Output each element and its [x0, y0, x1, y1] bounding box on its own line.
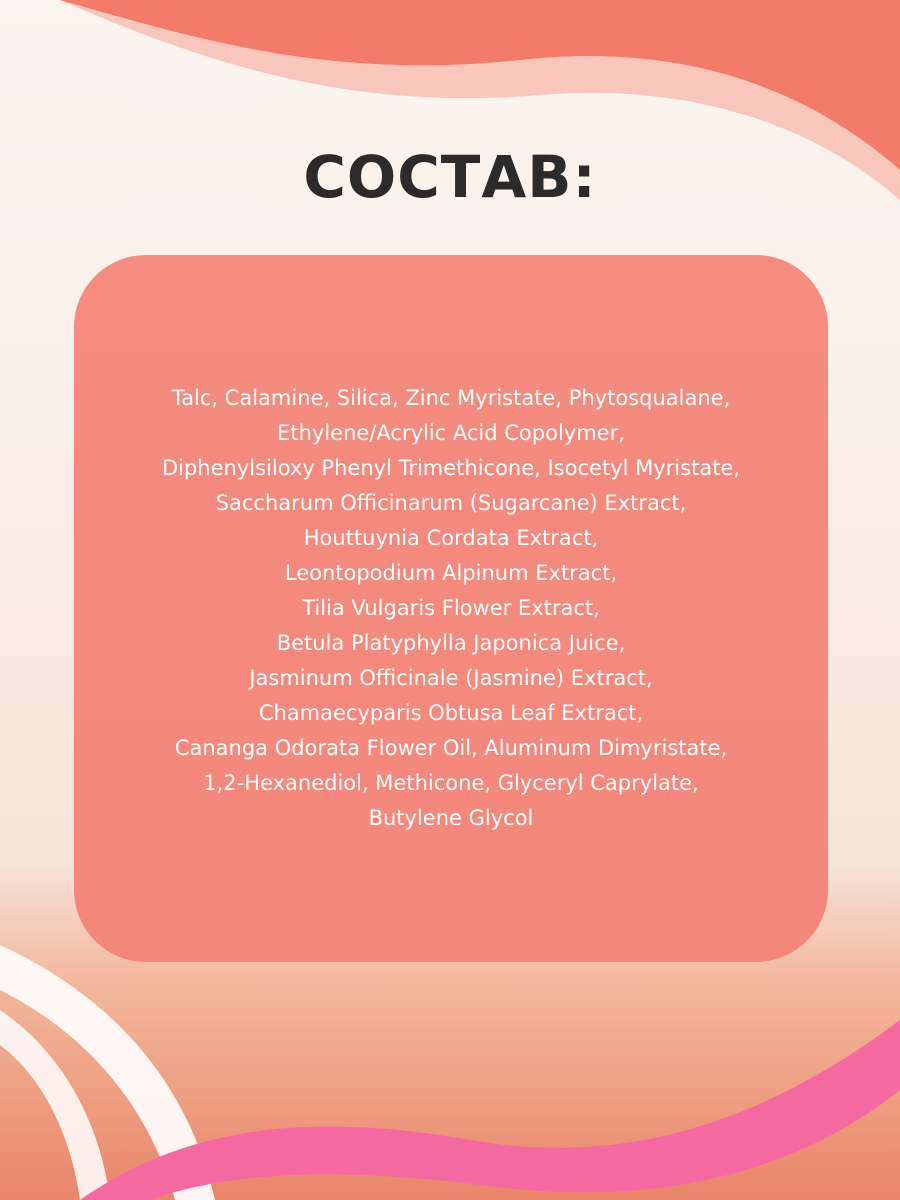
ingredient-line: Jasminum Officinale (Jasmine) Extract,	[249, 666, 653, 690]
ingredients-list	[81, 381, 821, 836]
ingredient-line: Cananga Odorata Flower Oil, Aluminum Dimyristate,	[174, 736, 728, 760]
ingredient-line: 1,2-Hexanediol, Methicone, Glyceryl Caprylate,	[203, 771, 699, 795]
ingredient-line: Leontopodium Alpinum Extract,	[284, 561, 618, 585]
bottom-pink-wave	[80, 1020, 900, 1200]
ingredient-line: Saccharum Officinarum (Sugarcane) Extract,	[215, 491, 687, 515]
ingredient-line: Tilia Vulgaris Flower Extract,	[302, 596, 600, 620]
ingredient-line: Betula Platyphylla Japonica Juice,	[276, 631, 626, 655]
ingredient-line: Chamaecyparis Obtusa Leaf Extract,	[258, 701, 644, 725]
ingredient-line: Butylene Glycol	[368, 806, 534, 830]
ingredients-card	[74, 255, 828, 962]
ingredient-line: Houttuynia Cordata Extract,	[303, 526, 599, 550]
page-title: СОСТАВ:	[303, 143, 597, 211]
ingredient-line: Talc, Calamine, Silica, Zinc Myristate, Phytosqualane,	[171, 386, 731, 410]
ingredient-line: Ethylene/Acrylic Acid Copolymer,	[277, 421, 625, 445]
ingredient-line: Diphenylsiloxy Phenyl Trimethicone, Isocetyl Myristate,	[161, 456, 741, 480]
